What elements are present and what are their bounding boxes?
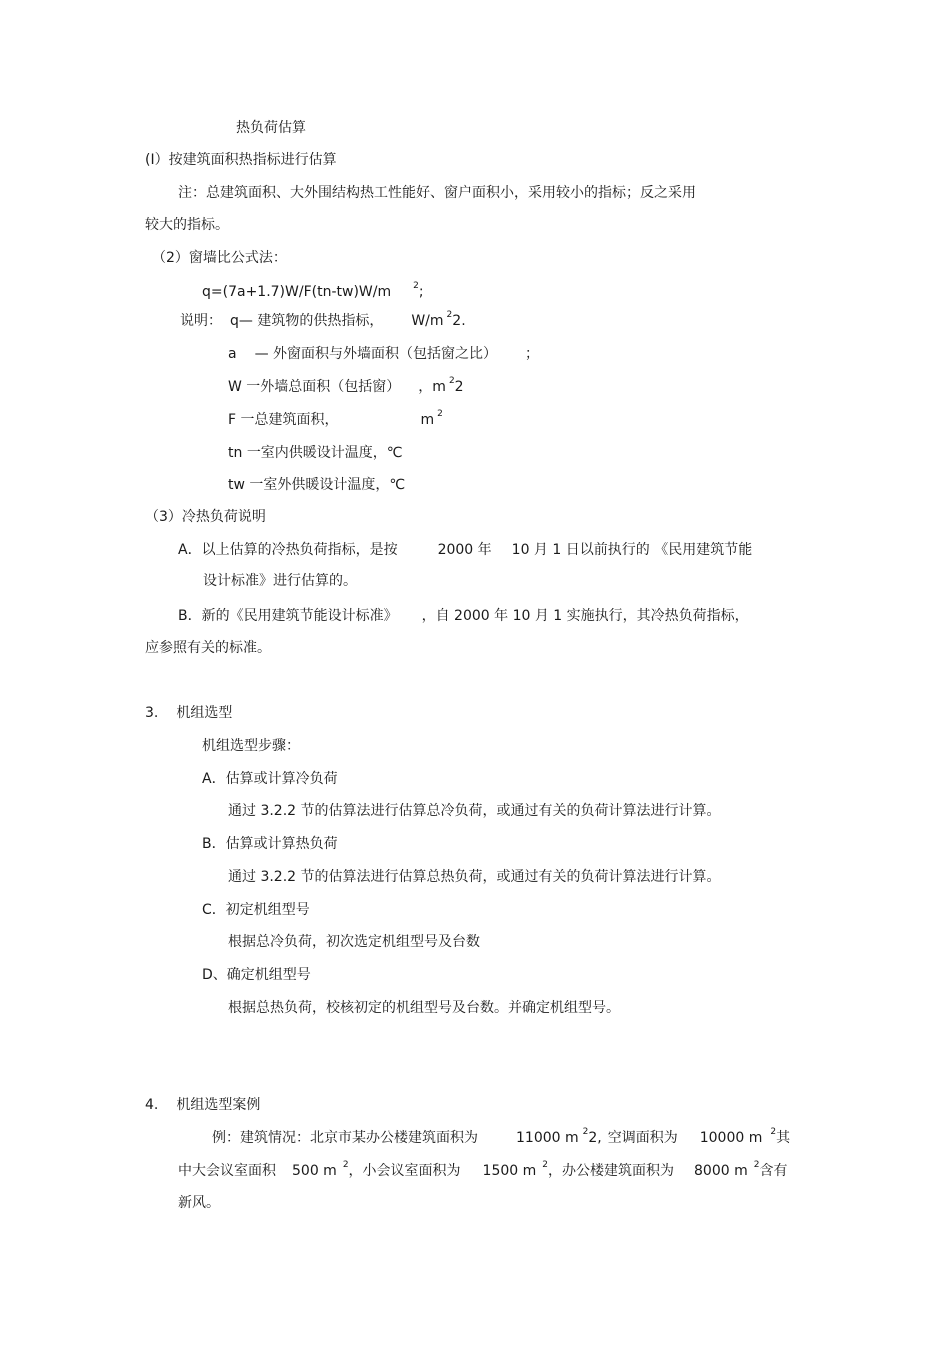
explain-w-line	[228, 377, 464, 397]
w-unit-tail: 2	[454, 379, 464, 395]
section-number: 4.	[145, 1097, 159, 1113]
section-3-heading: （3）冷热负荷说明	[145, 509, 266, 525]
section-4-title	[145, 1095, 260, 1115]
step-d-body: 根据总热负荷，校核初定的机组型号及台数。并确定机组型号。	[228, 1000, 620, 1016]
section-1-note-line1: 注：总建筑面积、大外围结构热工性能好、窗户面积小，采用较小的指标；反之采用	[178, 185, 696, 201]
section-2-heading: （2）窗墙比公式法：	[152, 250, 287, 266]
small-room-area-superscript: 2	[542, 1160, 548, 1170]
section-number: 3.	[145, 705, 159, 721]
explain-f-line	[228, 410, 443, 430]
steps-title: 机组选型步骤：	[202, 738, 300, 754]
section-1-heading: (I）按建筑面积热指标进行估算	[145, 152, 337, 168]
item-a-line1	[178, 540, 752, 560]
example-line1	[212, 1128, 790, 1148]
f-unit: m	[420, 412, 435, 428]
doc-title: 热负荷估算	[236, 120, 306, 136]
section-heading: 机组选型案例	[176, 1097, 261, 1113]
ac-area: 10000 m	[699, 1130, 763, 1146]
formula: q=(7a+1.7)W/F(tn-tw)W/m	[202, 284, 392, 300]
example-text: ，办公楼建筑面积为	[548, 1163, 674, 1179]
a-symbol: a	[228, 346, 237, 362]
explain-tn-line: tn 一室内供暖设计温度，℃	[228, 445, 403, 461]
formula-superscript: 2	[413, 281, 419, 291]
step-c-title: C．初定机组型号	[202, 902, 310, 918]
item-b-line1	[178, 606, 749, 626]
section-3-title	[145, 703, 232, 723]
q-unit-superscript: 2	[446, 310, 453, 320]
q-unit: W/m	[411, 313, 444, 329]
step-b-body: 通过 3.2.2 节的估算法进行估算总热负荷，或通过有关的负荷计算法进行计算。	[228, 869, 721, 885]
step-d-title: D、确定机组型号	[202, 967, 311, 983]
office-area-superscript: 2	[753, 1160, 760, 1170]
example-text: ，小会议室面积为	[348, 1163, 461, 1179]
step-b-title: B．估算或计算热负荷	[202, 836, 338, 852]
step-c-body: 根据总冷负荷，初次选定机组型号及台数	[228, 934, 480, 950]
example-text: 含有	[759, 1163, 788, 1179]
large-room-area: 500 m	[292, 1163, 337, 1179]
large-room-area-superscript: 2	[342, 1160, 349, 1170]
section-1-note-line2: 较大的指标。	[145, 217, 229, 233]
item-b-text: B．新的《民用建筑节能设计标准》	[178, 608, 398, 624]
q-unit-tail: 2.	[452, 313, 466, 329]
item-a-text: A．以上估算的冷热负荷指标，是按	[178, 542, 398, 558]
office-area: 8000 m	[694, 1163, 748, 1179]
item-a-date: 10 月 1 日以前执行的 《民用建筑节能	[511, 542, 753, 558]
small-room-area: 1500 m	[482, 1163, 537, 1179]
building-area: 11000 m	[516, 1130, 579, 1146]
section-heading: 机组选型	[176, 705, 233, 721]
f-definition: F 一总建筑面积，	[228, 412, 339, 428]
item-a-line2: 设计标准》进行估算的。	[203, 573, 357, 589]
formula-line	[202, 282, 424, 302]
f-unit-superscript: 2	[437, 409, 443, 419]
example-text: 例：建筑情况：北京市某办公楼建筑面积为	[212, 1130, 478, 1146]
item-a-year: 2000 年	[437, 542, 492, 558]
example-text: 空调面积为	[607, 1130, 678, 1146]
ac-area-superscript: 2	[770, 1127, 777, 1137]
building-area-superscript: 2	[582, 1127, 589, 1137]
q-definition: q— 建筑物的供热指标，	[230, 313, 384, 329]
example-line3: 新风。	[178, 1195, 220, 1211]
example-line2	[178, 1161, 787, 1181]
example-text: 中大会议室面积	[178, 1163, 276, 1179]
a-tail: ；	[525, 346, 540, 362]
building-area-tail: 2,	[588, 1130, 602, 1146]
a-definition: — 外窗面积与外墙面积（包括窗之比）	[254, 346, 498, 362]
explain-a-line	[228, 344, 539, 364]
step-a-title: A．估算或计算冷负荷	[202, 771, 338, 787]
w-definition: W 一外墙总面积（包括窗）	[228, 379, 401, 395]
explain-tw-line: tw 一室外供暖设计温度，℃	[228, 477, 406, 493]
step-a-body: 通过 3.2.2 节的估算法进行估算总冷负荷，或通过有关的负荷计算法进行计算。	[228, 803, 721, 819]
explain-q-line	[180, 311, 466, 331]
item-b-date: ，自 2000 年 10 月 1 实施执行，其冷热负荷指标，	[421, 608, 749, 624]
item-b-line2: 应参照有关的标准。	[145, 640, 271, 656]
example-text: 其	[776, 1130, 791, 1146]
explain-label: 说明：	[180, 313, 222, 329]
w-unit-superscript: 2	[448, 376, 455, 386]
formula-tail: ;	[418, 284, 424, 300]
w-unit: ，m	[418, 379, 446, 395]
